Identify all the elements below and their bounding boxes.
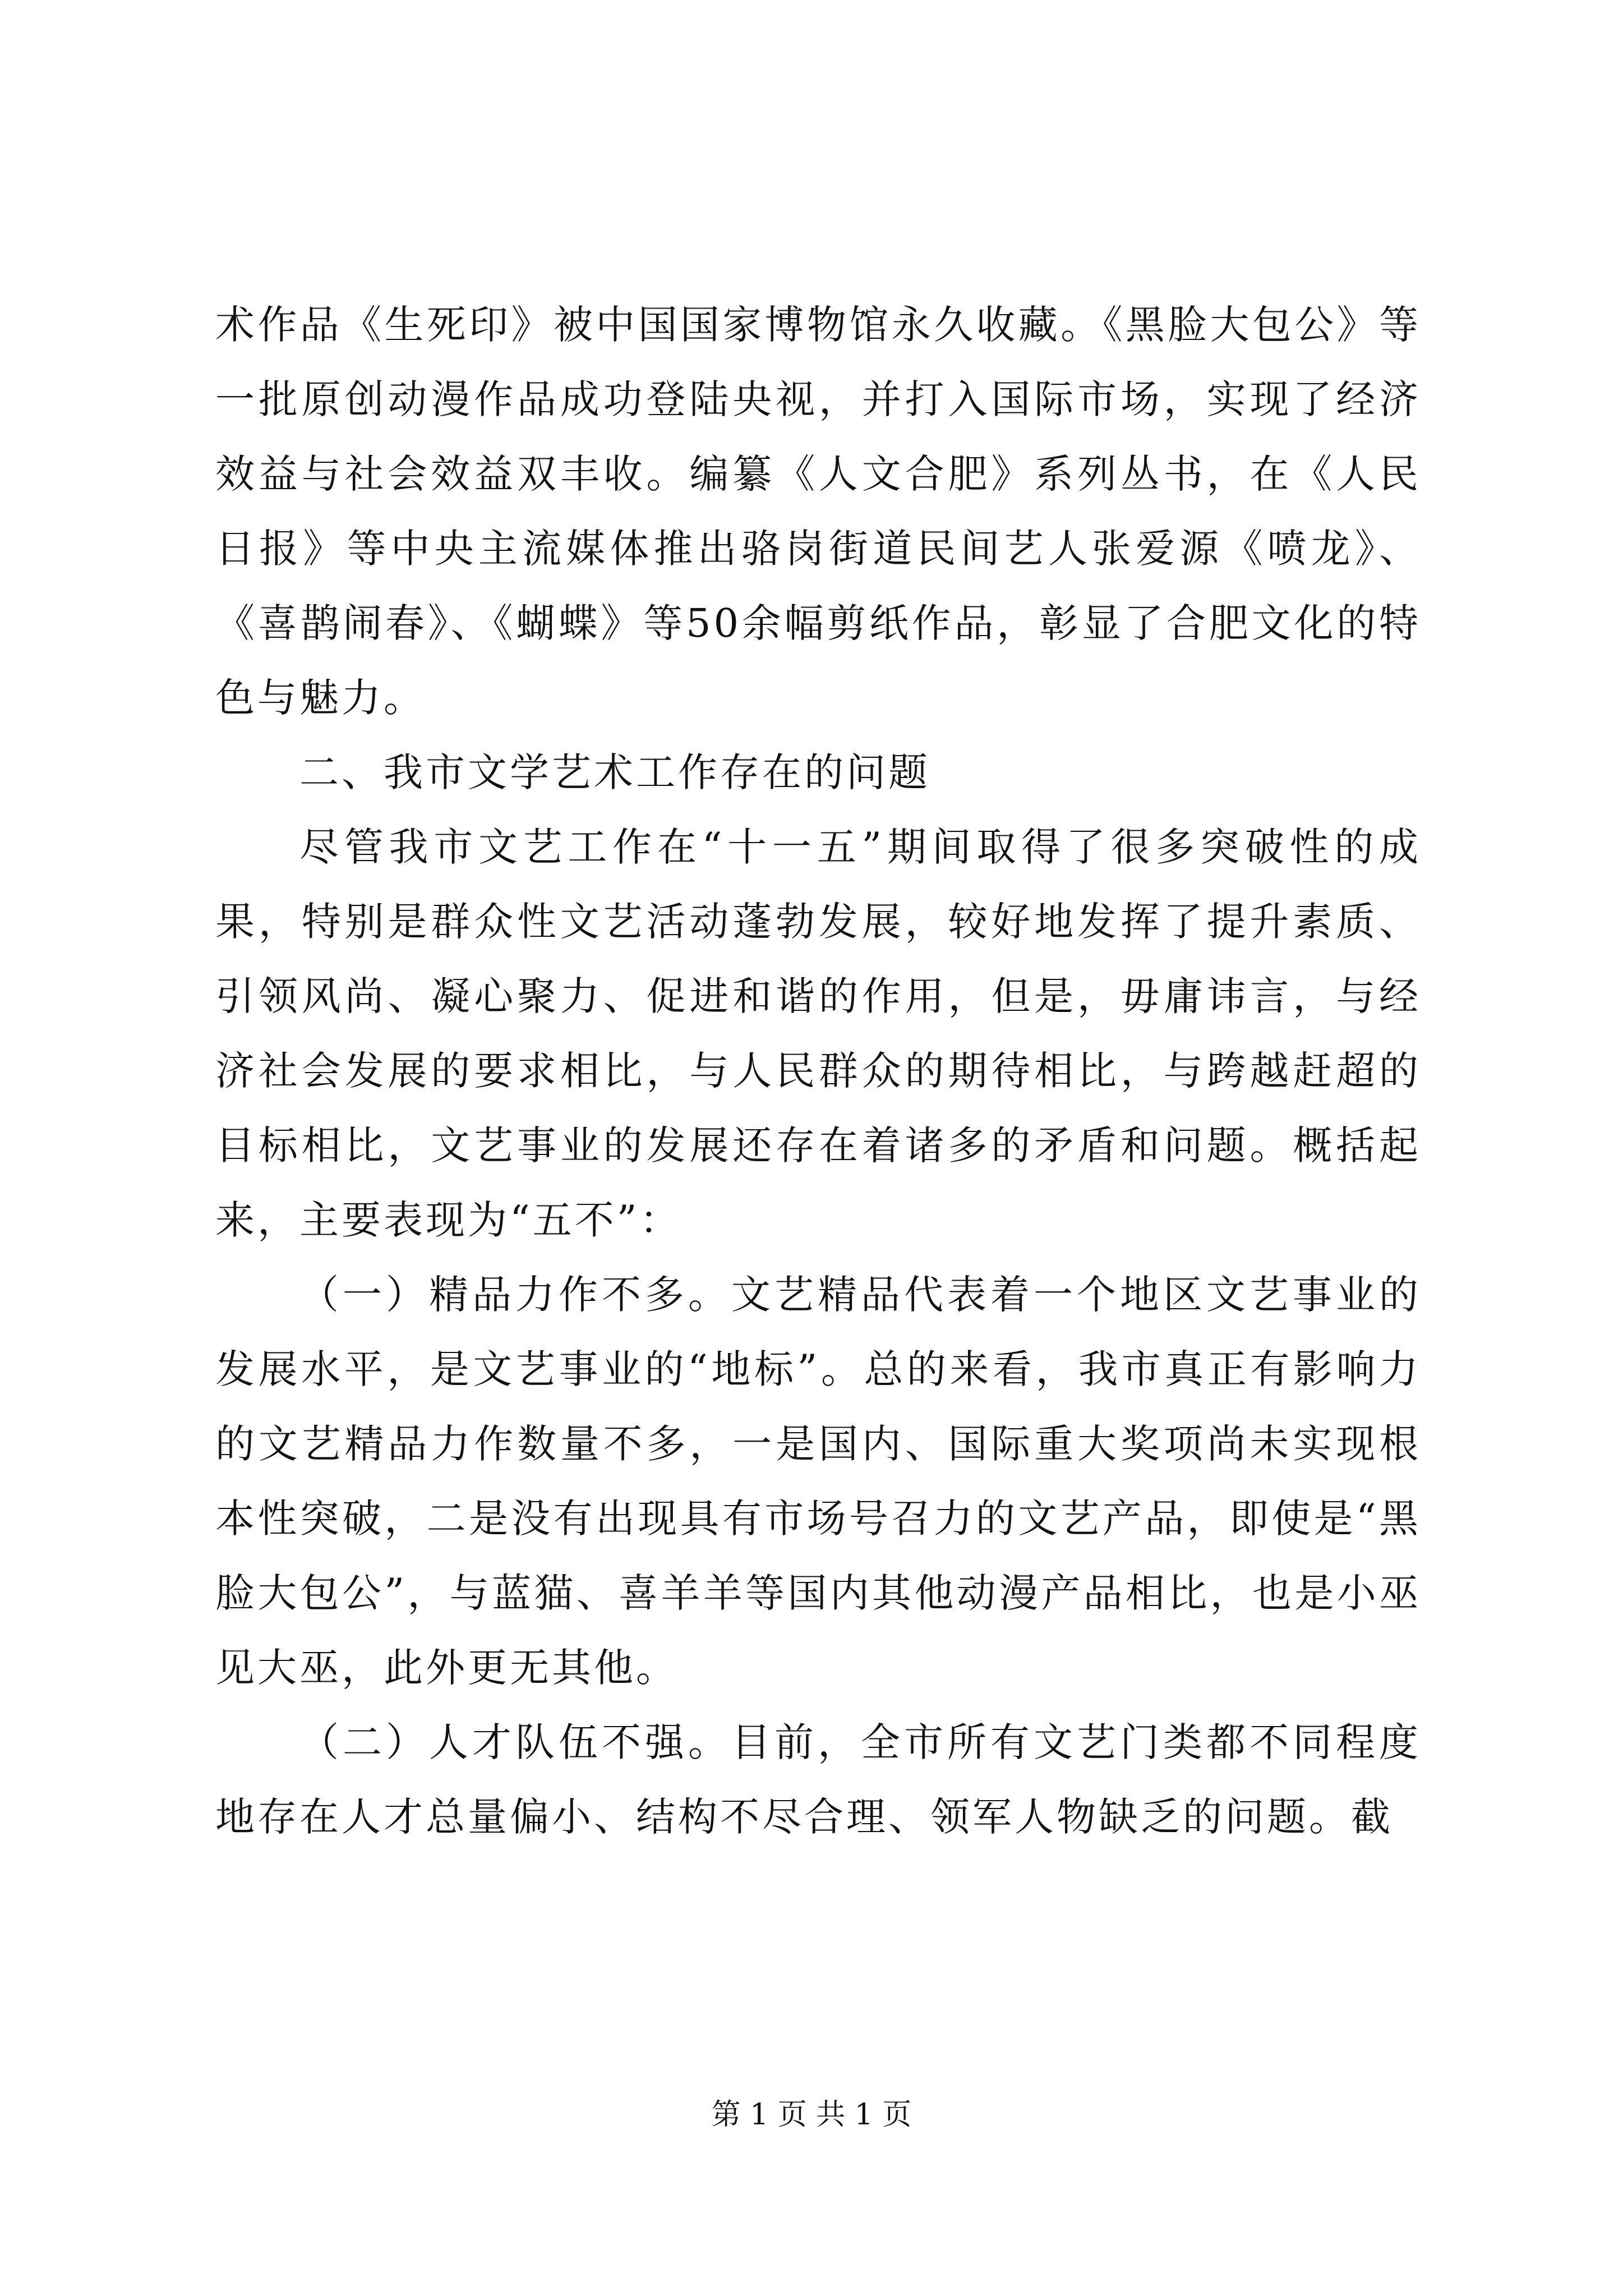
- paragraph-point-two: （二）人才队伍不强。目前，全市所有文艺门类都不同程度地存在人才总量偏小、结构不尽合理、领军人物缺乏的问题。截: [215, 1719, 1421, 1840]
- page-footer: 第 1 页 共 1 页: [711, 2098, 912, 2132]
- paragraph-problems-intro: 尽管我市文艺工作在“十一五”期间取得了很多突破性的成果，特别是群众性文艺活动蓬勃发展，较好地发挥了提升素质、引领风尚、凝心聚力、促进和谐的作用，但是，毋庸讳言，与经济社会发展的要求相比，与人民群众的期待相比，与跨越赶超的目标相比，文艺事业的发展还存在着诸多的矛盾和问题。概括起来，主要表现为“五不”：: [215, 824, 1421, 1243]
- paragraph-point-one: （一）精品力作不多。文艺精品代表着一个地区文艺事业的发展水平，是文艺事业的“地标”。总的来看，我市真正有影响力的文艺精品力作数量不多，一是国内、国际重大奖项尚未实现根本性突破，二是没有出现具有市场号召力的文艺产品，即使是“黑脸大包公”，与蓝猫、喜羊羊等国内其他动漫产品相比，也是小巫见大巫，此外更无其他。: [215, 1272, 1421, 1691]
- document-body: [215, 288, 1421, 1855]
- paragraph-continuation: 术作品《生死印》被中国国家博物馆永久收藏。《黑脸大包公》等一批原创动漫作品成功登陆央视，并打入国际市场，实现了经济效益与社会效益双丰收。编纂《人文合肥》系列丛书，在《人民日报》等中央主流媒体推出骆岗街道民间艺人张爱源《喷龙》、《喜鹊闹春》、《蝴蝶》等50余幅剪纸作品，彰显了合肥文化的特色与魅力。: [215, 302, 1421, 721]
- section-heading: 二、我市文学艺术工作存在的问题: [299, 749, 930, 795]
